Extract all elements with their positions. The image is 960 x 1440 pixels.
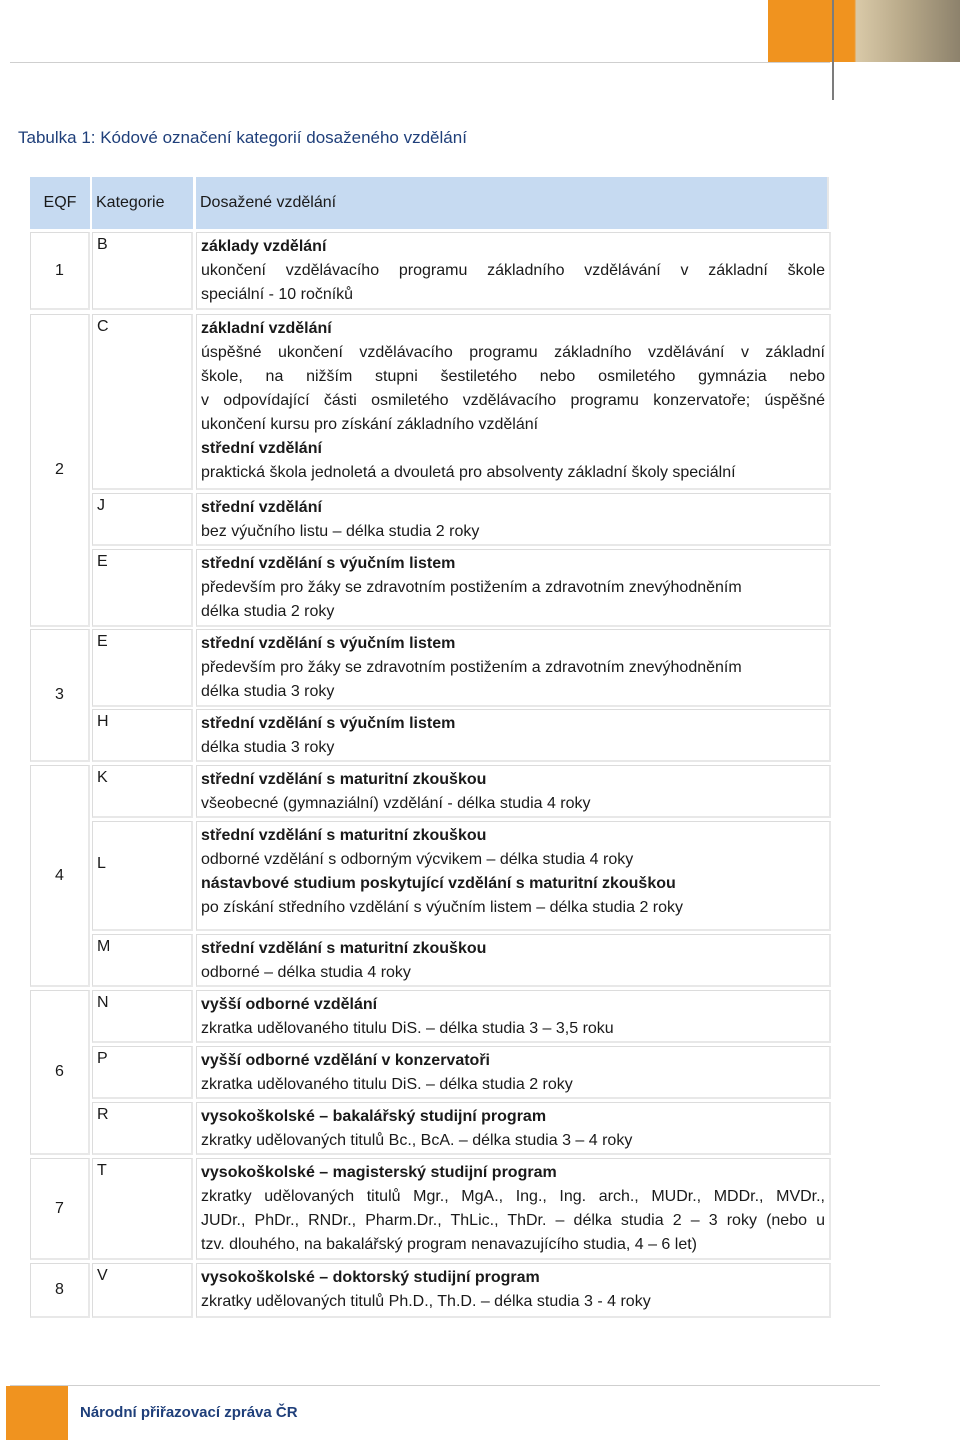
footer-logo bbox=[6, 1386, 68, 1440]
eqf-level-cell: 2 bbox=[30, 314, 90, 627]
eqf-level-cell: 8 bbox=[30, 1263, 90, 1318]
education-description-cell bbox=[196, 765, 831, 818]
education-detail-line: délka studia 2 roky bbox=[201, 603, 335, 620]
education-detail-line: především pro žáky se zdravotním postižením a zdravotním znevýhodněním bbox=[201, 579, 742, 596]
education-detail-line: zkratka udělovaného titulu DiS. – délka studia 3 – 3,5 roku bbox=[201, 1020, 614, 1037]
footer-brand: Národní přiřazovací zpráva ČR bbox=[80, 1404, 298, 1421]
education-detail-line: zkratky udělovaných titulů Ph.D., Th.D. – délka studia 3 - 4 roky bbox=[201, 1293, 651, 1310]
category-code: T bbox=[97, 1162, 107, 1179]
education-level-name: střední vzdělání s výučním listem bbox=[201, 555, 456, 572]
education-description-cell bbox=[196, 934, 831, 987]
education-description-cell bbox=[196, 493, 831, 546]
education-description-cell bbox=[196, 314, 831, 490]
education-level-name: střední vzdělání s maturitní zkouškou bbox=[201, 940, 487, 957]
education-level-name: vyšší odborné vzdělání bbox=[201, 996, 378, 1013]
education-description-cell bbox=[196, 1263, 831, 1318]
education-detail-line: všeobecné (gymnaziální) vzdělání - délka studia 4 roky bbox=[201, 795, 591, 812]
education-level-name: střední vzdělání s výučním listem bbox=[201, 715, 456, 732]
category-cell bbox=[92, 821, 193, 931]
education-detail-line: zkratka udělovaného titulu DiS. – délka studia 2 roky bbox=[201, 1076, 573, 1093]
eqf-level-cell: 3 bbox=[30, 629, 90, 762]
education-level-name: vysokoškolské – magisterský studijní program bbox=[201, 1164, 557, 1181]
category-code: J bbox=[97, 497, 105, 514]
eqf-level-cell: 6 bbox=[30, 990, 90, 1155]
table-title: Tabulka 1: Kódové označení kategorií dosaženého vzdělání bbox=[18, 128, 467, 147]
header-dosazene-vzdelani: Dosažené vzdělání bbox=[196, 177, 829, 229]
education-level-name: nástavbové studium poskytující vzdělání s maturitní zkouškou bbox=[201, 875, 676, 892]
education-level-name: střední vzdělání s výučním listem bbox=[201, 635, 456, 652]
eqf-level-cell: 1 bbox=[30, 232, 90, 310]
education-detail-line: úspěšné ukončení vzdělávacího programu základního vzdělávání v základní bbox=[201, 344, 825, 361]
education-description-cell bbox=[196, 1158, 831, 1260]
education-detail-line: délka studia 3 roky bbox=[201, 739, 335, 756]
header-rule bbox=[10, 62, 830, 63]
education-description-cell bbox=[196, 629, 831, 707]
category-code: B bbox=[97, 236, 108, 253]
category-code: C bbox=[97, 318, 109, 335]
category-cell bbox=[92, 493, 193, 546]
category-cell bbox=[92, 1158, 193, 1260]
education-level-name: vyšší odborné vzdělání v konzervatoři bbox=[201, 1052, 490, 1069]
category-cell bbox=[92, 1263, 193, 1318]
education-level-name: základní vzdělání bbox=[201, 320, 332, 337]
category-code: K bbox=[97, 769, 108, 786]
category-cell bbox=[92, 314, 193, 490]
header-eqf: EQF bbox=[30, 177, 90, 229]
category-code: P bbox=[97, 1050, 108, 1067]
header-kategorie: Kategorie bbox=[92, 177, 193, 229]
footer-rule bbox=[10, 1385, 880, 1386]
education-level-name: vysokoškolské – bakalářský studijní program bbox=[201, 1108, 547, 1125]
category-cell bbox=[92, 232, 193, 310]
education-detail-line: odborné – délka studia 4 roky bbox=[201, 964, 411, 981]
category-code: M bbox=[97, 938, 111, 955]
education-detail-line: bez výučního listu – délka studia 2 roky bbox=[201, 523, 480, 540]
education-detail-line: ukončení kursu pro získání základního vzdělání bbox=[201, 416, 539, 433]
category-code: E bbox=[97, 633, 108, 650]
education-description-cell bbox=[196, 1046, 831, 1099]
category-code: N bbox=[97, 994, 109, 1011]
category-cell bbox=[92, 1102, 193, 1155]
category-code: V bbox=[97, 1267, 108, 1284]
education-level-name: střední vzdělání bbox=[201, 440, 322, 457]
education-level-name: střední vzdělání bbox=[201, 499, 322, 516]
education-detail-line: ukončení vzdělávacího programu základního vzdělávání v základní škole bbox=[201, 262, 825, 279]
category-code: R bbox=[97, 1106, 109, 1123]
education-detail-line: speciální - 10 ročníků bbox=[201, 286, 354, 303]
header-vertical-line bbox=[832, 0, 834, 100]
education-detail-line: zkratky udělovaných titulů Mgr., MgA., Ing., Ing. arch., MUDr., MDDr., MVDr., bbox=[201, 1188, 825, 1205]
education-level-name: střední vzdělání s maturitní zkouškou bbox=[201, 771, 487, 788]
education-description-cell bbox=[196, 549, 831, 627]
category-cell bbox=[92, 934, 193, 987]
category-code: H bbox=[97, 713, 109, 730]
education-description-cell bbox=[196, 990, 831, 1043]
education-description-cell bbox=[196, 232, 831, 310]
eqf-level-cell: 4 bbox=[30, 765, 90, 987]
category-cell bbox=[92, 765, 193, 818]
education-detail-line: zkratky udělovaných titulů Bc., BcA. – délka studia 3 – 4 roky bbox=[201, 1132, 633, 1149]
education-detail-line: po získání středního vzdělání s výučním listem – délka studia 2 roky bbox=[201, 899, 684, 916]
education-detail-line: tzv. dlouhého, na bakalářský program nenavazujícího studia, 4 – 6 let) bbox=[201, 1236, 697, 1253]
education-detail-line: praktická škola jednoletá a dvouletá pro absolventy základní školy speciální bbox=[201, 464, 736, 481]
education-description-cell bbox=[196, 821, 831, 931]
education-description-cell bbox=[196, 1102, 831, 1155]
education-detail-line: především pro žáky se zdravotním postižením a zdravotním znevýhodněním bbox=[201, 659, 742, 676]
education-detail-line: škole, na nižším stupni šestiletého nebo osmiletého gymnázia nebo bbox=[201, 368, 825, 385]
header-photo-banner bbox=[768, 0, 960, 62]
category-code: E bbox=[97, 553, 108, 570]
eqf-level-cell: 7 bbox=[30, 1158, 90, 1260]
category-cell bbox=[92, 709, 193, 762]
category-cell bbox=[92, 990, 193, 1043]
education-detail-line: délka studia 3 roky bbox=[201, 683, 335, 700]
category-cell bbox=[92, 1046, 193, 1099]
category-cell bbox=[92, 549, 193, 627]
education-description-cell bbox=[196, 709, 831, 762]
education-level-name: vysokoškolské – doktorský studijní program bbox=[201, 1269, 540, 1286]
education-level-name: základy vzdělání bbox=[201, 238, 327, 255]
category-cell bbox=[92, 629, 193, 707]
education-detail-line: v odpovídající části osmiletého vzdělávacího programu konzervatoře; úspěšné bbox=[201, 392, 825, 409]
education-detail-line: JUDr., PhDr., RNDr., Pharm.Dr., ThLic., ThDr. – délka studia 2 – 3 roky (nebo u bbox=[201, 1212, 825, 1229]
education-detail-line: odborné vzdělání s odborným výcvikem – délka studia 4 roky bbox=[201, 851, 634, 868]
education-level-name: střední vzdělání s maturitní zkouškou bbox=[201, 827, 487, 844]
category-code: L bbox=[97, 855, 106, 872]
